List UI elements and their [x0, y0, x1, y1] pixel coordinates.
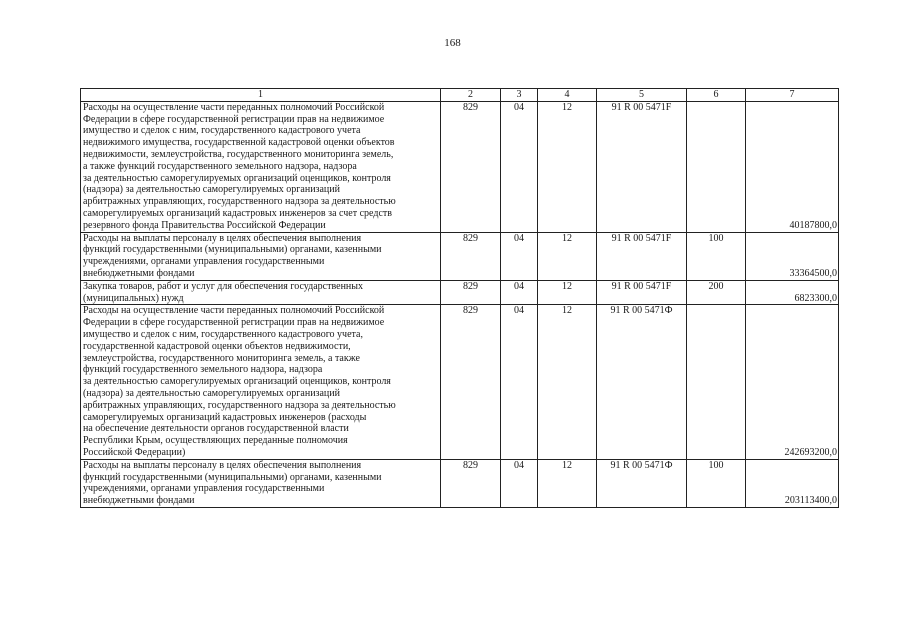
amount-cell: 242693200,0 [746, 305, 839, 459]
name-line: Российской Федерации) [83, 446, 186, 458]
expense-type-cell: 200 [687, 280, 746, 305]
ministry-code-cell: 829 [441, 101, 501, 232]
ministry-code-cell: 829 [441, 232, 501, 280]
name-line: (надзора) за деятельностью саморегулируемых организаций [83, 387, 340, 399]
name-line: (надзора) за деятельностью саморегулируемых организаций [83, 184, 340, 196]
subsection-code-cell: 12 [538, 459, 597, 507]
name-line: резервного фонда Правительства Российской Федерации [83, 219, 326, 231]
name-line: саморегулируемых организаций кадастровых инженеров (расходы [83, 411, 367, 423]
name-line: на обеспечение деятельности органов государственной власти [83, 423, 349, 435]
column-header: 1 [81, 89, 441, 102]
name-line: внебюджетными фондами [83, 495, 195, 507]
expense-type-cell: 100 [687, 232, 746, 280]
section-code-cell: 04 [501, 459, 538, 507]
name-line: недвижимости, землеустройства, государственного мониторинга земель, [83, 148, 394, 160]
amount-cell: 33364500,0 [746, 232, 839, 280]
expense-name-cell [81, 101, 441, 232]
name-line: за деятельностью саморегулируемых организаций оценщиков, контроля [83, 172, 391, 184]
target-article-cell: 91 R 00 5471F [597, 101, 687, 232]
name-line: функций государственного земельного надзора, надзора [83, 364, 323, 376]
budget-table [80, 88, 839, 508]
name-line: имущество и сделок с ним, государственного кадастрового учета, [83, 328, 363, 340]
name-line: саморегулируемых организаций кадастровых инженеров за счет средств [83, 207, 392, 219]
table-row [81, 459, 839, 507]
ministry-code-cell: 829 [441, 305, 501, 459]
target-article-cell: 91 R 00 5471F [597, 280, 687, 305]
column-header: 3 [501, 89, 538, 102]
table-row [81, 232, 839, 280]
name-line: Расходы на выплаты персоналу в целях обеспечения выполнения [83, 232, 362, 244]
subsection-code-cell: 12 [538, 305, 597, 459]
name-line: арбитражных управляющих, государственного надзора за деятельностью [83, 196, 396, 208]
name-line: Расходы на осуществление части переданных полномочий Российской [83, 305, 385, 317]
expense-name-cell [81, 459, 441, 507]
name-line: государственной кадастровой оценки объектов недвижимости, [83, 340, 351, 352]
target-article-cell: 91 R 00 5471Ф [597, 459, 687, 507]
name-line: Расходы на осуществление части переданных полномочий Российской [83, 101, 385, 113]
section-code-cell: 04 [501, 101, 538, 232]
expense-name-cell [81, 232, 441, 280]
column-header: 5 [597, 89, 687, 102]
name-line: учреждениями, органами управления государственными [83, 483, 325, 495]
subsection-code-cell: 12 [538, 232, 597, 280]
column-header: 2 [441, 89, 501, 102]
name-line: за деятельностью саморегулируемых организаций оценщиков, контроля [83, 376, 391, 388]
expense-type-cell [687, 305, 746, 459]
name-line: учреждениями, органами управления государственными [83, 256, 325, 268]
page-number: 168 [444, 37, 461, 49]
table-row [81, 280, 839, 305]
name-line: Республики Крым, осуществляющих переданные полномочия [83, 435, 348, 447]
name-line: внебюджетными фондами [83, 267, 195, 279]
name-line: Федерации в сфере государственной регистрации прав на недвижимое [83, 113, 385, 125]
name-line: землеустройства, государственного мониторинга земель, а также [83, 352, 360, 364]
name-line: функций государственными (муниципальными) органами, казенными [83, 471, 382, 483]
expense-type-cell [687, 101, 746, 232]
column-header: 4 [538, 89, 597, 102]
target-article-cell: 91 R 00 5471Ф [597, 305, 687, 459]
ministry-code-cell: 829 [441, 459, 501, 507]
table-header-row [81, 89, 839, 102]
column-header: 6 [687, 89, 746, 102]
section-code-cell: 04 [501, 280, 538, 305]
expense-name-cell [81, 280, 441, 305]
target-article-cell: 91 R 00 5471F [597, 232, 687, 280]
name-line: а также функций государственного земельного надзора, надзора [83, 160, 357, 172]
table-row [81, 305, 839, 459]
subsection-code-cell: 12 [538, 101, 597, 232]
name-line: Закупка товаров, работ и услуг для обеспечения государственных [83, 280, 364, 292]
name-line: арбитражных управляющих, государственного надзора за деятельностью [83, 399, 396, 411]
expense-type-cell: 100 [687, 459, 746, 507]
amount-cell: 203113400,0 [746, 459, 839, 507]
name-line: (муниципальных) нужд [83, 292, 184, 304]
section-code-cell: 04 [501, 232, 538, 280]
table-row [81, 101, 839, 232]
name-line: Федерации в сфере государственной регистрации прав на недвижимое [83, 317, 385, 329]
amount-cell: 6823300,0 [746, 280, 839, 305]
name-line: недвижимого имущества, государственной кадастровой оценки объектов [83, 137, 395, 149]
name-line: функций государственными (муниципальными) органами, казенными [83, 244, 382, 256]
subsection-code-cell: 12 [538, 280, 597, 305]
section-code-cell: 04 [501, 305, 538, 459]
column-header: 7 [746, 89, 839, 102]
name-line: имущество и сделок с ним, государственного кадастрового учета [83, 125, 361, 137]
amount-cell: 40187800,0 [746, 101, 839, 232]
ministry-code-cell: 829 [441, 280, 501, 305]
expense-name-cell [81, 305, 441, 459]
name-line: Расходы на выплаты персоналу в целях обеспечения выполнения [83, 459, 362, 471]
